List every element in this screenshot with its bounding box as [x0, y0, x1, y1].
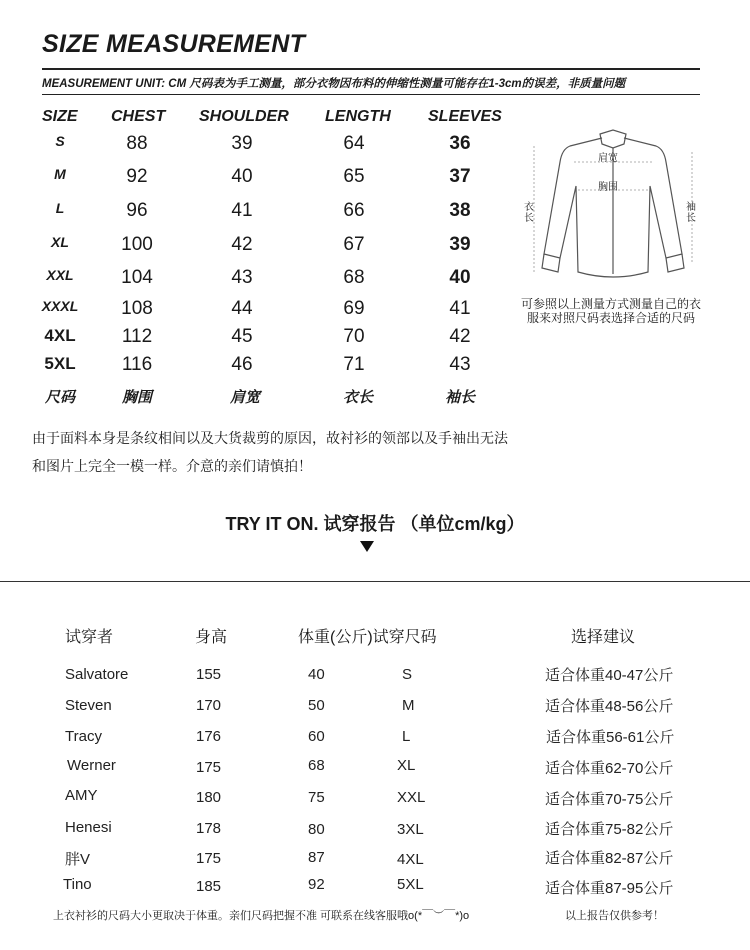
- col-header-length: LENGTH: [325, 108, 391, 125]
- shoulder-cell: 46: [231, 354, 253, 375]
- length-cell: 69: [343, 298, 365, 319]
- col-header-chest: CHEST: [111, 108, 166, 125]
- tester-name: 胖V: [65, 851, 91, 868]
- tester-name: Werner: [67, 757, 116, 774]
- footer-disclaimer: 以上报告仅供参考！: [565, 910, 664, 922]
- tester-advice: 适合体重62-70公斤: [545, 760, 674, 777]
- size-cell: XXL: [46, 267, 74, 283]
- tester-size: 5XL: [397, 876, 424, 893]
- chest-cell: 96: [126, 200, 148, 221]
- shoulder-cell: 41: [231, 200, 253, 221]
- tester-height: 170: [196, 697, 222, 714]
- chest-cell: 112: [121, 326, 153, 347]
- tester-name: Tracy: [65, 728, 102, 745]
- note-line: 由于面料本身是条纹相间以及大货裁剪的原因，故衬衫的领部以及手袖出无法: [32, 430, 508, 446]
- tester-advice: 适合体重70-75公斤: [545, 791, 674, 808]
- sleeves-cell: 37: [449, 166, 471, 187]
- note-line: 和图片上完全一模一样。介意的亲们请慎拍！: [32, 458, 312, 474]
- tester-height: 185: [196, 878, 222, 895]
- col-header-shoulder: SHOULDER: [199, 108, 289, 125]
- down-arrow-icon: [360, 541, 374, 552]
- shoulder-cell: 40: [231, 166, 253, 187]
- chest-cell: 92: [126, 166, 148, 187]
- sleeves-cell: 42: [449, 326, 471, 347]
- size-cell: L: [55, 200, 65, 216]
- tester-size: 3XL: [397, 821, 424, 838]
- tester-size: M: [402, 697, 415, 714]
- tester-weight: 40: [308, 666, 325, 683]
- sleeves-cell: 39: [449, 234, 471, 255]
- chest-cell: 104: [121, 267, 153, 288]
- shoulder-cell: 39: [231, 133, 253, 154]
- tester-weight: 60: [308, 728, 325, 745]
- footer-sleeves-cn: 袖长: [444, 389, 475, 406]
- tester-advice: 适合体重87-95公斤: [545, 880, 674, 897]
- col-header-size: SIZE: [42, 108, 78, 125]
- chest-cell: 108: [121, 298, 153, 319]
- tester-height: 180: [196, 789, 222, 806]
- footer-note: 上衣衬衫的尺码大小更取决于体重。亲们尺码把握不准 可联系在线客服哦o(*￣︶￣*)o: [53, 910, 470, 922]
- tester-weight: 80: [308, 821, 325, 838]
- shirt-measurement-diagram: [520, 122, 706, 297]
- footer-shoulder-cn: 肩宽: [229, 389, 260, 406]
- sleeves-cell: 38: [449, 200, 471, 221]
- shoulder-cell: 45: [231, 326, 253, 347]
- footer-length-cn: 衣长: [342, 389, 373, 406]
- shoulder-cell: 42: [231, 234, 253, 255]
- shoulder-cell: 44: [231, 298, 253, 319]
- tester-name: Henesi: [65, 819, 112, 836]
- diagram-length-label: 衣长: [524, 202, 534, 224]
- tester-weight: 75: [308, 789, 325, 806]
- size-cell: S: [55, 133, 65, 149]
- shoulder-cell: 43: [231, 267, 253, 288]
- tester-size: S: [402, 666, 413, 683]
- tester-name: Salvatore: [65, 666, 129, 683]
- tester-height: 175: [196, 850, 222, 867]
- length-cell: 66: [343, 200, 365, 221]
- tester-name: Steven: [65, 697, 112, 714]
- sleeves-cell: 40: [449, 267, 471, 288]
- page-title: SIZE MEASUREMENT: [42, 30, 306, 58]
- tester-height: 175: [196, 759, 222, 776]
- sleeves-cell: 41: [449, 298, 471, 319]
- col-header-sleeves: SLEEVES: [428, 108, 502, 125]
- col-header-advice: 选择建议: [571, 629, 636, 646]
- chest-cell: 100: [121, 234, 153, 255]
- chest-cell: 116: [121, 354, 153, 375]
- col-header-tester: 试穿者: [65, 629, 114, 646]
- tester-advice: 适合体重40-47公斤: [545, 667, 674, 684]
- tester-size: 4XL: [397, 851, 424, 868]
- size-cell: 5XL: [44, 354, 76, 373]
- tester-advice: 适合体重48-56公斤: [545, 698, 674, 715]
- diagram-shoulder-label: 肩宽: [598, 153, 618, 164]
- length-cell: 68: [343, 267, 365, 288]
- tester-name: Tino: [63, 876, 92, 893]
- sleeves-cell: 43: [449, 354, 471, 375]
- diagram-note: 可参照以上测量方式测量自己的衣服来对照尺码表选择合适的尺码: [520, 297, 701, 325]
- length-cell: 70: [343, 326, 365, 347]
- try-on-title: TRY IT ON. 试穿报告 （单位cm/kg）: [225, 514, 525, 534]
- tester-weight: 92: [308, 876, 325, 893]
- title-underline: [42, 68, 700, 70]
- col-header-height: 身高: [195, 629, 228, 646]
- chest-cell: 88: [126, 133, 148, 154]
- tester-height: 176: [196, 728, 222, 745]
- size-cell: 4XL: [44, 326, 76, 345]
- tester-advice: 适合体重56-61公斤: [546, 729, 675, 746]
- col-header-weight-size: 体重(公斤)试穿尺码: [298, 629, 437, 646]
- length-cell: 64: [343, 133, 365, 154]
- tester-height: 155: [196, 666, 222, 683]
- measurement-unit-line: MEASUREMENT UNIT: CM 尺码表为手工测量，部分衣物因布料的伸缩性测量可能存在1-3cm的误差，非质量问题: [42, 78, 626, 90]
- tester-advice: 适合体重82-87公斤: [545, 850, 674, 867]
- size-cell: XL: [51, 234, 69, 250]
- length-cell: 67: [343, 234, 365, 255]
- tester-weight: 50: [308, 697, 325, 714]
- tester-advice: 适合体重75-82公斤: [545, 821, 674, 838]
- size-cell: XXXL: [41, 298, 79, 314]
- sleeves-cell: 36: [449, 133, 471, 154]
- tester-size: L: [402, 728, 411, 745]
- tester-height: 178: [196, 820, 222, 837]
- tester-weight: 87: [308, 849, 325, 866]
- unit-underline: [42, 94, 700, 95]
- tester-size: XXL: [397, 789, 426, 806]
- diagram-chest-label: 胸围: [598, 182, 618, 193]
- length-cell: 71: [343, 354, 365, 375]
- section-divider: [0, 581, 750, 582]
- tester-weight: 68: [308, 757, 325, 774]
- size-cell: M: [54, 166, 66, 182]
- tester-name: AMY: [65, 787, 98, 804]
- footer-chest-cn: 胸围: [121, 389, 152, 406]
- length-cell: 65: [343, 166, 365, 187]
- diagram-sleeve-label: 袖长: [686, 202, 696, 224]
- tester-size: XL: [397, 757, 416, 774]
- footer-size-cn: 尺码: [44, 389, 75, 406]
